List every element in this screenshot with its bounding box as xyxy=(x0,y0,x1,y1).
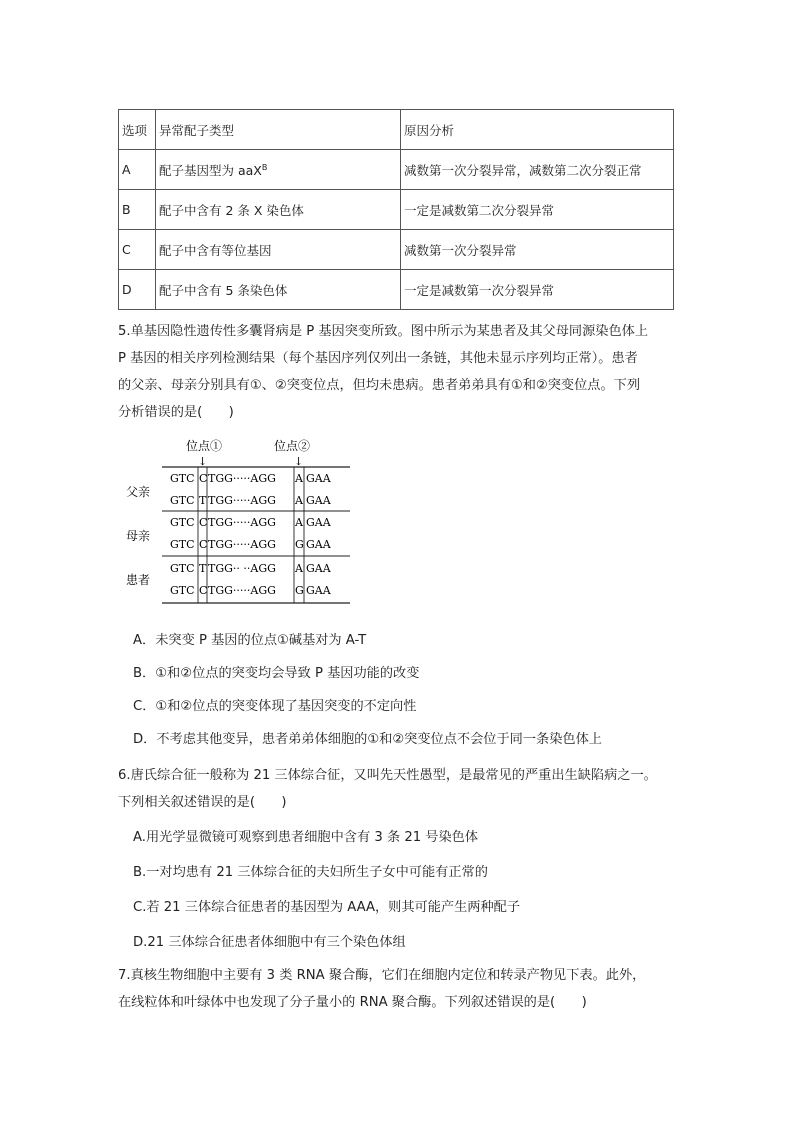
options-table xyxy=(118,109,674,310)
svg-text:T: T xyxy=(199,494,207,507)
svg-text:GTC: GTC xyxy=(170,516,195,529)
svg-text:GAA: GAA xyxy=(306,538,331,551)
site-1-arrow-icon: ↓ xyxy=(198,455,208,468)
table-row xyxy=(119,150,674,190)
sequence-row xyxy=(170,472,332,485)
question-6-stem xyxy=(118,762,678,816)
site-1-label: 位点① xyxy=(186,439,223,453)
q6-line: 下列相关叙述错误的是( ) xyxy=(118,795,287,810)
svg-text:G: G xyxy=(295,584,304,597)
table-header-row xyxy=(119,110,674,150)
father-label: 父亲 xyxy=(126,485,151,499)
q5-option-d: D．不考虑其他变异，患者弟弟体细胞的①和②突变位点不会位于同一条染色体上 xyxy=(133,732,602,747)
svg-text:A: A xyxy=(295,562,303,575)
sequence-row xyxy=(170,538,332,551)
svg-text:GTC: GTC xyxy=(170,472,195,485)
site-2-label: 位点② xyxy=(274,439,311,453)
svg-text:GAA: GAA xyxy=(306,584,331,597)
table-row xyxy=(119,230,674,270)
svg-text:C: C xyxy=(199,516,208,529)
svg-text:C: C xyxy=(199,584,208,597)
row-option: B xyxy=(119,190,156,230)
svg-text:TGG·····AGG: TGG·····AGG xyxy=(208,538,276,551)
table-row xyxy=(119,270,674,310)
svg-text:C: C xyxy=(199,538,208,551)
row-reason: 一定是减数第二次分裂异常 xyxy=(401,190,674,230)
mother-label: 母亲 xyxy=(126,529,151,543)
q5-line: 5.单基因隐性遗传性多囊肾病是 P 基因突变所致。图中所示为某患者及其父母同源染色体上 xyxy=(118,324,649,339)
svg-text:TGG·····AGG: TGG·····AGG xyxy=(208,494,276,507)
svg-text:A: A xyxy=(295,516,303,529)
sequence-row xyxy=(170,562,332,575)
svg-text:TGG·····AGG: TGG·····AGG xyxy=(208,472,276,485)
svg-text:G: G xyxy=(295,538,304,551)
svg-text:GAA: GAA xyxy=(306,516,331,529)
question-7-stem xyxy=(118,962,678,1016)
row-type: 配子中含有 5 条染色体 xyxy=(156,270,401,310)
header-option: 选项 xyxy=(119,110,156,150)
q7-line: 7.真核生物细胞中主要有 3 类 RNA 聚合酶，它们在细胞内定位和转录产物见下表。此外， xyxy=(118,968,646,983)
row-option: C xyxy=(119,230,156,270)
row-type: 配子中含有等位基因 xyxy=(156,230,401,270)
svg-text:GTC: GTC xyxy=(170,584,195,597)
svg-text:GAA: GAA xyxy=(306,494,331,507)
q6-line: 6.唐氏综合征一般称为 21 三体综合征，又叫先天性愚型，是最常见的严重出生缺陷病之一。 xyxy=(118,768,657,783)
svg-text:TGG·····AGG: TGG·····AGG xyxy=(208,516,276,529)
svg-text:GTC: GTC xyxy=(170,494,195,507)
question-5-stem xyxy=(118,318,678,426)
row-reason: 一定是减数第一次分裂异常 xyxy=(401,270,674,310)
row-type: 配子中含有 2 条 X 染色体 xyxy=(156,190,401,230)
q7-line: 在线粒体和叶绿体中也发现了分子量小的 RNA 聚合酶。下列叙述错误的是( ) xyxy=(118,995,587,1010)
sequence-row xyxy=(170,584,332,597)
q5-option-a: A．未突变 P 基因的位点①碱基对为 A-T xyxy=(133,633,367,648)
q6-option-a: A.用光学显微镜可观察到患者细胞中含有 3 条 21 号染色体 xyxy=(133,830,479,845)
q5-line: P 基因的相关序列检测结果（每个基因序列仅列出一条链，其他未显示序列均正常）。患者 xyxy=(118,351,638,366)
svg-text:C: C xyxy=(199,472,208,485)
row-type: 配子基因型为 aaX$^B$ xyxy=(156,150,401,190)
gene-sequence-figure xyxy=(118,432,358,610)
sequence-row xyxy=(170,516,332,529)
sequence-row xyxy=(170,494,332,507)
svg-text:A: A xyxy=(295,494,303,507)
q6-option-b: B.一对均患有 21 三体综合征的夫妇所生子女中可能有正常的 xyxy=(133,865,488,880)
q5-option-b: B．①和②位点的突变均会导致 P 基因功能的改变 xyxy=(133,666,420,681)
q5-line: 分析错误的是( ) xyxy=(118,405,234,420)
row-reason: 减数第一次分裂异常，减数第二次分裂正常 xyxy=(401,150,674,190)
svg-text:GAA: GAA xyxy=(306,472,331,485)
q6-option-c: C.若 21 三体综合征患者的基因型为 AAA，则其可能产生两种配子 xyxy=(133,900,521,915)
svg-text:T: T xyxy=(199,562,207,575)
row-option: A xyxy=(119,150,156,190)
svg-text:GTC: GTC xyxy=(170,538,195,551)
q6-option-d: D.21 三体综合征患者体细胞中有三个染色体组 xyxy=(133,935,406,950)
sequence-diagram xyxy=(118,432,358,610)
header-reason: 原因分析 xyxy=(401,110,674,150)
svg-text:TGG·· ··AGG: TGG·· ··AGG xyxy=(208,562,276,575)
q5-option-c: C．①和②位点的突变体现了基因突变的不定向性 xyxy=(133,699,417,714)
svg-text:GTC: GTC xyxy=(170,562,195,575)
row-option: D xyxy=(119,270,156,310)
svg-text:A: A xyxy=(295,472,303,485)
svg-text:TGG·····AGG: TGG·····AGG xyxy=(208,584,276,597)
patient-label: 患者 xyxy=(126,573,151,587)
q5-line: 的父亲、母亲分别具有①、②突变位点，但均未患病。患者弟弟具有①和②突变位点。下列 xyxy=(118,378,641,393)
svg-text:GAA: GAA xyxy=(306,562,331,575)
table-row xyxy=(119,190,674,230)
site-2-arrow-icon: ↓ xyxy=(294,455,304,468)
header-type: 异常配子类型 xyxy=(156,110,401,150)
row-reason: 减数第一次分裂异常 xyxy=(401,230,674,270)
